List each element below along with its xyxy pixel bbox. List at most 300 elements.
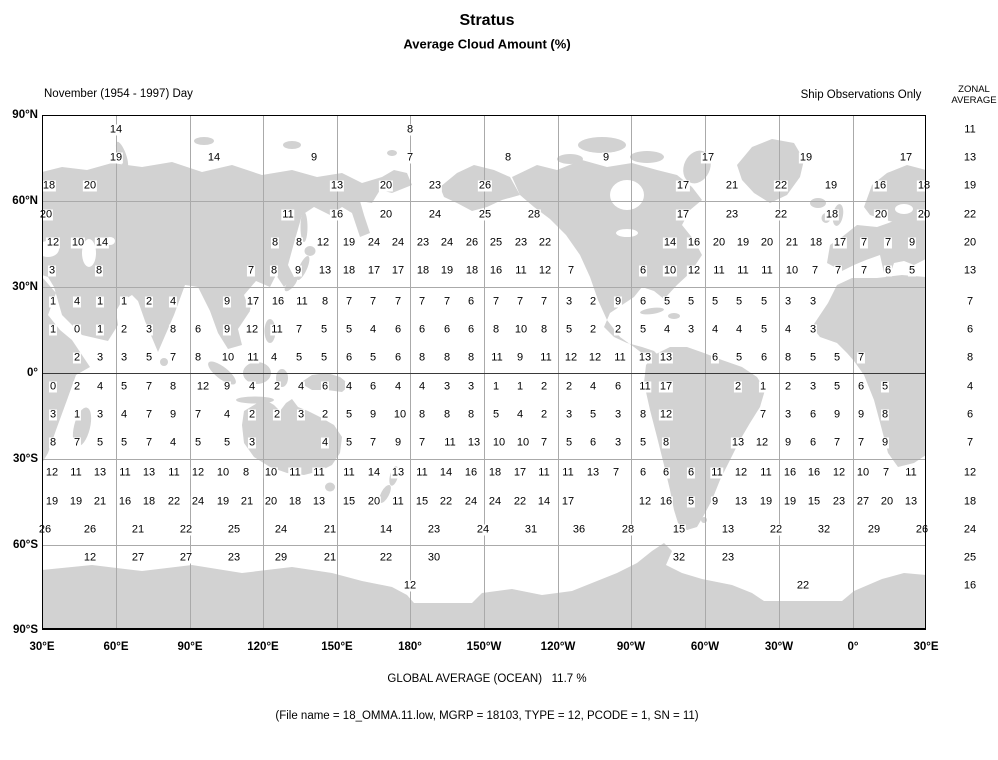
grid-value: 27 xyxy=(856,495,870,508)
grid-value: 17 xyxy=(833,236,847,249)
latitude-tick-label: 30°S xyxy=(12,453,38,465)
grid-value: 12 xyxy=(734,466,748,479)
grid-value: 9 xyxy=(223,380,231,393)
grid-value: 4 xyxy=(270,351,278,364)
grid-value: 2 xyxy=(73,351,81,364)
grid-value: 16 xyxy=(783,466,797,479)
grid-value: 18 xyxy=(42,179,56,192)
grid-value: 1 xyxy=(49,323,57,336)
grid-value: 5 xyxy=(565,323,573,336)
zonal-average-value: 8 xyxy=(966,351,974,364)
grid-value: 3 xyxy=(565,295,573,308)
grid-value: 28 xyxy=(527,208,541,221)
longitude-tick-label: 150°E xyxy=(321,641,353,653)
grid-value: 13 xyxy=(586,466,600,479)
grid-value: 26 xyxy=(915,523,929,536)
grid-value: 19 xyxy=(736,236,750,249)
grid-value: 10 xyxy=(264,466,278,479)
grid-value: 6 xyxy=(614,380,622,393)
grid-value: 5 xyxy=(760,295,768,308)
grid-value: 8 xyxy=(271,236,279,249)
grid-value: 8 xyxy=(169,323,177,336)
grid-value: 21 xyxy=(323,551,337,564)
grid-value: 7 xyxy=(145,436,153,449)
grid-value: 9 xyxy=(908,236,916,249)
grid-value: 5 xyxy=(663,295,671,308)
grid-value: 8 xyxy=(418,408,426,421)
grid-value: 1 xyxy=(73,408,81,421)
grid-value: 24 xyxy=(367,236,381,249)
grid-value: 17 xyxy=(513,466,527,479)
grid-value: 3 xyxy=(784,295,792,308)
grid-value: 23 xyxy=(514,236,528,249)
longitude-tick-label: 90°W xyxy=(616,641,646,653)
grid-value: 18 xyxy=(142,495,156,508)
grid-value: 23 xyxy=(832,495,846,508)
grid-value: 6 xyxy=(369,380,377,393)
longitude-tick-label: 0° xyxy=(847,641,859,653)
grid-value: 8 xyxy=(406,123,414,136)
grid-value: 9 xyxy=(223,295,231,308)
grid-value: 8 xyxy=(443,351,451,364)
zonal-average-value: 6 xyxy=(966,323,974,336)
grid-value: 8 xyxy=(540,323,548,336)
grid-value: 3 xyxy=(48,264,56,277)
grid-value: 27 xyxy=(131,551,145,564)
grid-value: 7 xyxy=(345,295,353,308)
grid-value: 5 xyxy=(735,351,743,364)
grid-value: 7 xyxy=(369,295,377,308)
grid-value: 20 xyxy=(880,495,894,508)
grid-value: 3 xyxy=(784,408,792,421)
grid-value: 12 xyxy=(659,408,673,421)
grid-value: 26 xyxy=(465,236,479,249)
grid-value: 12 xyxy=(83,551,97,564)
grid-value: 4 xyxy=(663,323,671,336)
grid-value: 17 xyxy=(701,151,715,164)
grid-value: 2 xyxy=(734,380,742,393)
global-average-label: GLOBAL AVERAGE (OCEAN) 11.7 % xyxy=(387,673,587,685)
grid-value: 15 xyxy=(415,495,429,508)
grid-value: 2 xyxy=(614,323,622,336)
grid-value: 23 xyxy=(427,523,441,536)
grid-value: 13 xyxy=(312,495,326,508)
grid-value: 6 xyxy=(884,264,892,277)
grid-value: 1 xyxy=(96,323,104,336)
zonal-header-line1: ZONAL xyxy=(958,84,990,95)
grid-value: 10 xyxy=(785,264,799,277)
grid-value: 12 xyxy=(403,579,417,592)
grid-value: 7 xyxy=(860,264,868,277)
zonal-average-value: 22 xyxy=(963,208,977,221)
grid-value: 25 xyxy=(478,208,492,221)
grid-value: 4 xyxy=(96,380,104,393)
zonal-average-value: 12 xyxy=(963,466,977,479)
grid-value: 23 xyxy=(725,208,739,221)
grid-value: 4 xyxy=(345,380,353,393)
grid-value: 11 xyxy=(247,351,259,364)
grid-value: 5 xyxy=(120,380,128,393)
grid-value: 4 xyxy=(589,380,597,393)
grid-value: 13 xyxy=(142,466,156,479)
longitude-tick-label: 60°E xyxy=(103,641,129,653)
grid-value: 11 xyxy=(760,466,772,479)
grid-value: 22 xyxy=(796,579,810,592)
grid-value: 20 xyxy=(367,495,381,508)
grid-value: 16 xyxy=(659,495,673,508)
grid-value: 11 xyxy=(416,466,428,479)
grid-value: 12 xyxy=(687,264,701,277)
grid-value: 3 xyxy=(120,351,128,364)
grid-value: 11 xyxy=(540,351,552,364)
grid-value: 13 xyxy=(467,436,481,449)
grid-value: 8 xyxy=(295,236,303,249)
grid-value: 3 xyxy=(248,436,256,449)
observations-label: Ship Observations Only xyxy=(800,89,922,101)
grid-value: 24 xyxy=(488,495,502,508)
grid-value: 16 xyxy=(873,179,887,192)
grid-value: 8 xyxy=(242,466,250,479)
grid-value: 9 xyxy=(310,151,318,164)
grid-value: 20 xyxy=(917,208,931,221)
grid-value: 21 xyxy=(725,179,739,192)
zonal-average-value: 11 xyxy=(964,123,976,136)
grid-value: 16 xyxy=(687,236,701,249)
grid-value: 5 xyxy=(145,351,153,364)
grid-value: 2 xyxy=(321,408,329,421)
grid-value: 12 xyxy=(755,436,769,449)
grid-value: 8 xyxy=(443,408,451,421)
grid-value: 21 xyxy=(240,495,254,508)
grid-value: 8 xyxy=(418,351,426,364)
grid-value: 3 xyxy=(614,436,622,449)
grid-value: 15 xyxy=(342,495,356,508)
grid-value: 3 xyxy=(565,408,573,421)
grid-value: 11 xyxy=(343,466,355,479)
grid-value: 5 xyxy=(345,408,353,421)
grid-value: 9 xyxy=(294,264,302,277)
grid-value: 11 xyxy=(313,466,325,479)
grid-value: 12 xyxy=(564,351,578,364)
grid-value: 3 xyxy=(297,408,305,421)
grid-value: 15 xyxy=(807,495,821,508)
latitude-tick-label: 90°S xyxy=(12,624,38,636)
zonal-average-value: 24 xyxy=(963,523,977,536)
grid-value: 12 xyxy=(196,380,210,393)
grid-value: 7 xyxy=(882,466,890,479)
grid-value: 6 xyxy=(467,295,475,308)
grid-value: 12 xyxy=(638,495,652,508)
page-subtitle: Average Cloud Amount (%) xyxy=(403,36,571,52)
grid-value: 29 xyxy=(274,551,288,564)
grid-value: 8 xyxy=(662,436,670,449)
grid-value: 11 xyxy=(711,466,723,479)
zonal-average-value: 25 xyxy=(963,551,977,564)
grid-value: 32 xyxy=(672,551,686,564)
grid-value: 22 xyxy=(538,236,552,249)
grid-value: 22 xyxy=(439,495,453,508)
latitude-tick-label: 0° xyxy=(27,367,38,379)
grid-value: 6 xyxy=(321,380,329,393)
grid-value: 6 xyxy=(589,436,597,449)
grid-value: 3 xyxy=(809,380,817,393)
grid-value: 12 xyxy=(245,323,259,336)
longitude-tick-label: 150°W xyxy=(466,641,502,653)
grid-value: 11 xyxy=(515,264,527,277)
grid-value: 28 xyxy=(621,523,635,536)
latitude-tick-label: 60°N xyxy=(12,195,38,207)
grid-value: 12 xyxy=(46,236,60,249)
grid-value: 23 xyxy=(428,179,442,192)
zonal-average-value: 4 xyxy=(966,380,974,393)
period-label: November (1954 - 1997) Day xyxy=(44,88,193,100)
grid-value: 24 xyxy=(191,495,205,508)
grid-value: 3 xyxy=(467,380,475,393)
grid-value: 9 xyxy=(614,295,622,308)
grid-value: 12 xyxy=(45,466,59,479)
grid-value: 2 xyxy=(73,380,81,393)
grid-value: 6 xyxy=(467,323,475,336)
grid-value: 3 xyxy=(809,295,817,308)
grid-value: 5 xyxy=(639,436,647,449)
grid-value: 26 xyxy=(38,523,52,536)
grid-value: 7 xyxy=(295,323,303,336)
grid-value: 17 xyxy=(676,208,690,221)
grid-value: 13 xyxy=(318,264,332,277)
grid-value: 8 xyxy=(504,151,512,164)
grid-value: 20 xyxy=(39,208,53,221)
grid-value: 5 xyxy=(295,351,303,364)
zonal-average-value: 7 xyxy=(966,295,974,308)
grid-value: 7 xyxy=(612,466,620,479)
grid-value: 7 xyxy=(516,295,524,308)
grid-value: 11 xyxy=(614,351,626,364)
grid-value: 6 xyxy=(809,436,817,449)
grid-value: 2 xyxy=(273,408,281,421)
latitude-tick-label: 60°S xyxy=(12,539,38,551)
grid-value: 6 xyxy=(857,380,865,393)
grid-value: 26 xyxy=(83,523,97,536)
grid-value: 36 xyxy=(572,523,586,536)
grid-value: 3 xyxy=(96,351,104,364)
grid-value: 27 xyxy=(179,551,193,564)
grid-value: 7 xyxy=(443,295,451,308)
zonal-average-value: 6 xyxy=(966,408,974,421)
grid-value: 2 xyxy=(540,380,548,393)
grid-value: 17 xyxy=(367,264,381,277)
grid-value: 11 xyxy=(296,295,308,308)
grid-value: 14 xyxy=(379,523,393,536)
grid-value: 29 xyxy=(867,523,881,536)
grid-value: 9 xyxy=(833,408,841,421)
grid-value: 7 xyxy=(833,436,841,449)
grid-value: 10 xyxy=(856,466,870,479)
grid-value: 5 xyxy=(369,351,377,364)
grid-value: 5 xyxy=(565,436,573,449)
grid-value: 2 xyxy=(540,408,548,421)
grid-value: 3 xyxy=(614,408,622,421)
grid-value: 16 xyxy=(807,466,821,479)
grid-value: 11 xyxy=(905,466,917,479)
grid-value: 7 xyxy=(884,236,892,249)
zonal-average-value: 7 xyxy=(966,436,974,449)
grid-value: 11 xyxy=(119,466,131,479)
grid-value: 11 xyxy=(491,351,503,364)
grid-value: 11 xyxy=(392,495,404,508)
grid-value: 11 xyxy=(538,466,550,479)
grid-value: 22 xyxy=(179,523,193,536)
grid-value: 22 xyxy=(774,179,788,192)
grid-value: 2 xyxy=(273,380,281,393)
grid-value: 0 xyxy=(73,323,81,336)
grid-value: 10 xyxy=(516,436,530,449)
grid-value: 1 xyxy=(759,380,767,393)
grid-value: 4 xyxy=(248,380,256,393)
grid-value: 14 xyxy=(367,466,381,479)
zonal-average-value: 19 xyxy=(963,179,977,192)
grid-value: 7 xyxy=(492,295,500,308)
grid-value: 16 xyxy=(118,495,132,508)
grid-value: 6 xyxy=(443,323,451,336)
grid-value: 9 xyxy=(516,351,524,364)
grid-value: 32 xyxy=(817,523,831,536)
grid-value: 4 xyxy=(418,380,426,393)
grid-value: 24 xyxy=(440,236,454,249)
grid-value: 5 xyxy=(833,351,841,364)
grid-value: 18 xyxy=(416,264,430,277)
grid-value: 9 xyxy=(711,495,719,508)
latitude-tick-label: 90°N xyxy=(12,109,38,121)
grid-value: 16 xyxy=(464,466,478,479)
grid-value: 5 xyxy=(320,351,328,364)
grid-value: 4 xyxy=(369,323,377,336)
grid-value: 8 xyxy=(467,408,475,421)
grid-value: 7 xyxy=(418,436,426,449)
grid-value: 7 xyxy=(860,236,868,249)
grid-value: 6 xyxy=(394,351,402,364)
grid-value: 17 xyxy=(676,179,690,192)
grid-value: 11 xyxy=(168,466,180,479)
grid-value: 19 xyxy=(45,495,59,508)
grid-value: 11 xyxy=(289,466,301,479)
grid-value: 8 xyxy=(95,264,103,277)
grid-value: 14 xyxy=(439,466,453,479)
grid-value: 8 xyxy=(467,351,475,364)
grid-value: 4 xyxy=(73,295,81,308)
grid-value: 19 xyxy=(799,151,813,164)
grid-value: 18 xyxy=(488,466,502,479)
grid-value: 10 xyxy=(514,323,528,336)
longitude-tick-label: 120°E xyxy=(247,641,279,653)
grid-value: 19 xyxy=(69,495,83,508)
grid-value: 7 xyxy=(194,408,202,421)
grid-value: 5 xyxy=(96,436,104,449)
grid-value: 7 xyxy=(73,436,81,449)
grid-value: 20 xyxy=(264,495,278,508)
grid-value: 24 xyxy=(428,208,442,221)
grid-value: 7 xyxy=(394,295,402,308)
grid-value: 13 xyxy=(93,466,107,479)
grid-value: 17 xyxy=(246,295,260,308)
grid-value: 6 xyxy=(394,323,402,336)
grid-value: 21 xyxy=(93,495,107,508)
grid-value: 5 xyxy=(809,351,817,364)
grid-value: 4 xyxy=(394,380,402,393)
grid-value: 2 xyxy=(784,380,792,393)
grid-value: 5 xyxy=(760,323,768,336)
grid-value: 11 xyxy=(282,208,294,221)
grid-value: 6 xyxy=(809,408,817,421)
grid-value: 21 xyxy=(785,236,799,249)
grid-value: 2 xyxy=(589,323,597,336)
grid-value: 10 xyxy=(216,466,230,479)
grid-value: 31 xyxy=(524,523,538,536)
grid-value: 24 xyxy=(391,236,405,249)
longitude-tick-label: 30°W xyxy=(764,641,794,653)
longitude-tick-label: 180° xyxy=(398,641,422,653)
grid-value: 3 xyxy=(145,323,153,336)
longitude-tick-label: 30°E xyxy=(913,641,939,653)
grid-value: 7 xyxy=(369,436,377,449)
grid-value: 13 xyxy=(731,436,745,449)
grid-value: 6 xyxy=(639,295,647,308)
latitude-tick-label: 30°N xyxy=(12,281,38,293)
grid-value: 22 xyxy=(513,495,527,508)
grid-value: 9 xyxy=(602,151,610,164)
grid-value: 7 xyxy=(857,436,865,449)
grid-value: 19 xyxy=(342,236,356,249)
grid-value: 24 xyxy=(464,495,478,508)
grid-value: 9 xyxy=(394,436,402,449)
grid-value: 11 xyxy=(562,466,574,479)
grid-value: 8 xyxy=(492,323,500,336)
grid-value: 17 xyxy=(561,495,575,508)
grid-value: 12 xyxy=(191,466,205,479)
grid-value: 10 xyxy=(221,351,235,364)
grid-value: 5 xyxy=(320,323,328,336)
grid-value: 4 xyxy=(223,408,231,421)
grid-value: 9 xyxy=(369,408,377,421)
grid-value: 2 xyxy=(120,323,128,336)
grid-value: 6 xyxy=(639,264,647,277)
grid-value: 11 xyxy=(761,264,773,277)
grid-value: 20 xyxy=(83,179,97,192)
grid-value: 20 xyxy=(379,208,393,221)
grid-value: 23 xyxy=(416,236,430,249)
grid-value: 8 xyxy=(784,351,792,364)
grid-value: 20 xyxy=(760,236,774,249)
grid-value: 1 xyxy=(120,295,128,308)
grid-value: 19 xyxy=(759,495,773,508)
grid-value: 16 xyxy=(271,295,285,308)
grid-value: 9 xyxy=(223,323,231,336)
grid-value: 6 xyxy=(345,351,353,364)
grid-value: 18 xyxy=(465,264,479,277)
grid-value: 1 xyxy=(49,295,57,308)
grid-value: 23 xyxy=(721,551,735,564)
grid-value: 4 xyxy=(321,436,329,449)
grid-value: 13 xyxy=(721,523,735,536)
grid-value: 5 xyxy=(833,380,841,393)
grid-value: 21 xyxy=(323,523,337,536)
grid-value: 8 xyxy=(169,380,177,393)
grid-value: 4 xyxy=(711,323,719,336)
grid-value: 5 xyxy=(345,436,353,449)
grid-value: 5 xyxy=(492,408,500,421)
grid-value: 4 xyxy=(735,323,743,336)
grid-value: 4 xyxy=(120,408,128,421)
grid-value: 26 xyxy=(478,179,492,192)
